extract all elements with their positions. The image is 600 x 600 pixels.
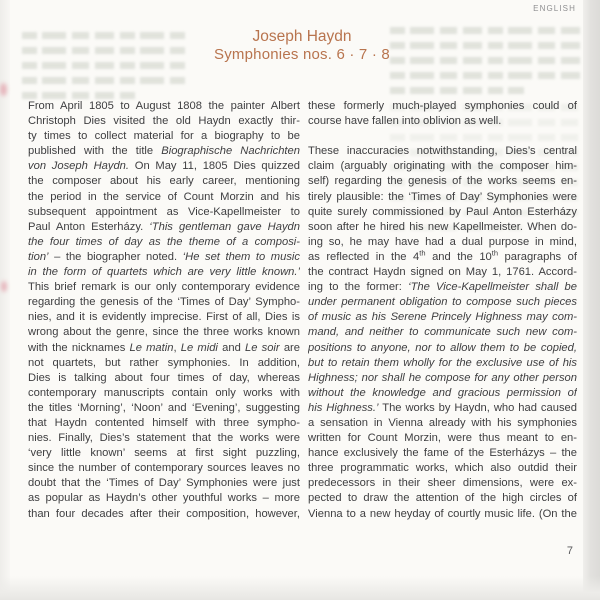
text-line: contemporary manuscripts contain only works with xyxy=(28,386,300,399)
scan-artifact xyxy=(1,281,7,292)
text-line: the four times of day as the theme of a composi- xyxy=(28,235,300,248)
text-line: nies. Finally, Dies’s statement that the works were xyxy=(28,432,300,445)
text-line: quite surely commissioned by Paul Anton Esterházy xyxy=(308,205,577,218)
text-line: written for Count Morzin, were thus meant to en- xyxy=(308,432,577,445)
text-line: self) regarding the genesis of the works seems en- xyxy=(308,175,577,188)
text-column-left xyxy=(28,99,300,522)
page-bottom-edge xyxy=(0,576,600,600)
text-line: since the number of contemporary sources leaves no xyxy=(28,462,300,475)
text-line: without the knowledge and gracious permission of xyxy=(308,386,577,399)
text-line: Dies is talking about four times of day, whereas xyxy=(28,371,300,384)
text-line: ing to the former: ‘The Vice-Kapellmeister shall be xyxy=(308,281,577,294)
text-line: Vienna to a new heyday of courtly music life. (On the xyxy=(308,507,577,520)
page-right-edge xyxy=(583,0,600,600)
page-number: 7 xyxy=(566,545,573,557)
text-column-right xyxy=(308,99,577,522)
text-line: the period in the service of Count Morzin and his xyxy=(28,190,300,203)
text-line: the titles ‘Morning’, ‘Noon’ and ‘Evening’, suggesting xyxy=(28,401,300,414)
text-line: course have fallen into oblivion as well. xyxy=(308,115,502,128)
text-line: subsequent appointment as Vice-Kapellmeister to xyxy=(28,205,300,218)
text-line: with the nicknames Le matin, Le midi and Le soir are xyxy=(28,341,300,354)
text-line: as reflected in the 4th and the 10th paragraphs of xyxy=(308,249,577,263)
text-line: not quartets, but rather symphonies. In addition, xyxy=(28,356,300,369)
text-line: that Haydn contented himself with three sympho- xyxy=(28,416,300,429)
scan-artifact xyxy=(0,83,7,96)
text-line: the composer about his early career, mentioning xyxy=(28,175,300,188)
text-line: under permanent obligation to compose such pieces xyxy=(308,296,577,309)
text-line: ‘very little known’ seems at first sight puzzling, xyxy=(28,447,300,460)
text-line: these formerly much-played symphonies could of xyxy=(308,100,577,112)
text-line: regarding the genesis of the ‘Times of Day’ Sympho- xyxy=(28,296,300,309)
text-line: but to retain them wholly for the exclusive use of his xyxy=(308,356,577,369)
page-title: Joseph Haydn xyxy=(252,28,352,45)
text-line: ty times to collect material for a biography to be xyxy=(28,130,300,143)
text-line: These inaccuracies notwithstanding, Dies’s central xyxy=(308,145,577,158)
text-line: positions to anyone, nor to allow them to be copied, xyxy=(308,341,577,354)
text-line: This brief remark is our only contemporary evidence xyxy=(28,281,300,294)
text-line: soon after he hired his new Kapellmeister. When do- xyxy=(308,220,577,233)
text-line: wrong about the genre, since the three works known xyxy=(28,326,300,339)
text-line: ing so, he may have had a dual purpose in mind, xyxy=(308,235,577,248)
text-line: von Joseph Haydn. On May 11, 1805 Dies quizzed xyxy=(28,160,300,173)
text-line: in the form of quartets which are very little known.’ xyxy=(28,266,300,279)
text-line: Christoph Dies visited the old Haydn exactly thir- xyxy=(28,115,300,128)
text-line: mand, and neither to communicate such new com- xyxy=(308,326,577,339)
text-line: tirely plausible: the ‘Times of Day’ Symphonies were xyxy=(308,190,577,203)
text-line: pected to draw the attention of the high circles of xyxy=(308,492,577,505)
text-line: the contract Haydn signed on May 1, 1761. Accord- xyxy=(308,266,577,279)
text-line: tion’ – the biographer noted. ‘He set them to music xyxy=(28,250,300,263)
text-line: hance exclusively the fame of the Esterházys – the xyxy=(308,447,577,460)
blank-line xyxy=(308,129,577,144)
text-line: claim (arguably originating with the composer him- xyxy=(308,160,577,173)
text-line: From April 1805 to August 1808 the painter Albert xyxy=(28,100,300,112)
text-line: of music as his Serene Princely Highness may com- xyxy=(308,311,577,324)
text-line: nies, and it is evidently imprecise. First of all, Dies is xyxy=(28,311,300,324)
text-line: published with the title Biographische Nachrichten xyxy=(28,145,300,158)
text-line: than four decades after their composition, however, xyxy=(28,507,300,520)
page-subtitle: Symphonies nos. 6 · 7 · 8 xyxy=(214,46,390,63)
text-line: doubt that the ‘Times of Day’ Symphonies were just xyxy=(28,477,300,490)
text-line: predecessors in their sheer dimensions, were ex- xyxy=(308,477,577,490)
text-line: Highness; nor shall he compose for any other person xyxy=(308,371,577,384)
text-line: a sensation in Vienna already with his symphonies xyxy=(308,416,577,429)
language-label: ENGLISH xyxy=(533,4,576,13)
text-line: as popular as Haydn’s other youthful works – more xyxy=(28,492,300,505)
text-line: three programmatic works, which also outdid their xyxy=(308,462,577,475)
text-line: Paul Anton Esterházy. ‘This gentleman gave Haydn xyxy=(28,220,300,233)
text-line: his Highness.’ The works by Haydn, who had caused xyxy=(308,401,577,414)
